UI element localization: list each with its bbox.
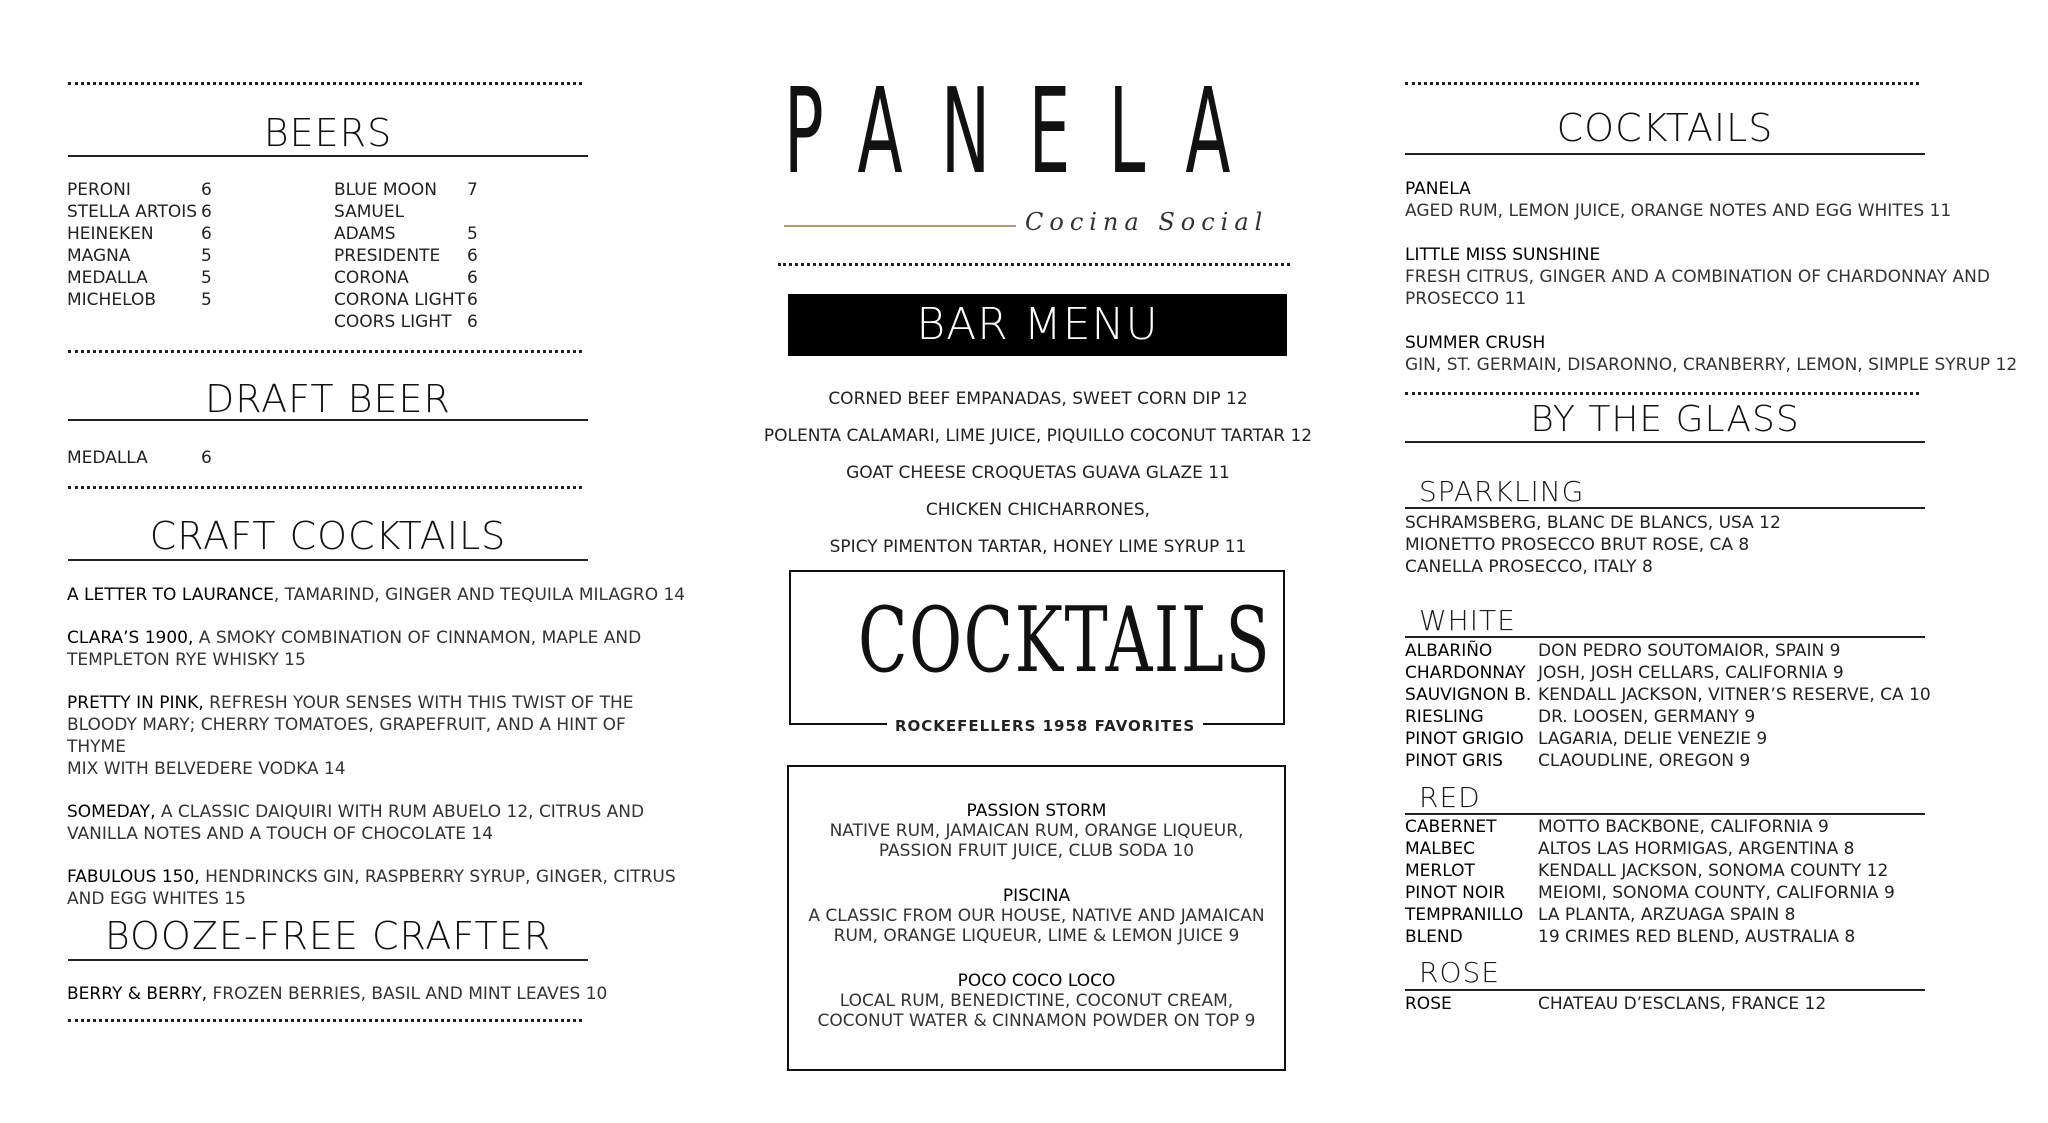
rule [1405, 636, 1925, 638]
list-item: TEMPRANILLO LA PLANTA, ARZUAGA SPAIN 8 [1405, 905, 1796, 925]
list-item: CHARDONNAY JOSH, JOSH CELLARS, CALIFORNIA 9 [1405, 663, 1844, 683]
beers-title: BEERS [263, 111, 393, 155]
bar-menu-list [738, 381, 1338, 566]
list-item: SUMMER CRUSH GIN, ST. GERMAIN, DISARONNO, CRANBERRY, LEMON, SIMPLE SYRUP 12 [1405, 333, 2018, 375]
list-item: ALBARIÑO DON PEDRO SOUTOMAIOR, SPAIN 9 [1405, 641, 1841, 661]
list-item: SOMEDAY, A CLASSIC DAIQUIRI WITH RUM ABUELO 12, CITRUS AND VANILLA NOTES AND A TOUCH OF CHOCOLATE 14 [67, 802, 645, 844]
draft-beer-title: DRAFT BEER [205, 377, 451, 421]
craft-list [67, 584, 687, 931]
list-item: MALBEC ALTOS LAS HORMIGAS, ARGENTINA 8 [1405, 839, 1855, 859]
booze-free-list [67, 983, 607, 1005]
rule [1405, 441, 1925, 443]
rule [1405, 507, 1925, 509]
rule [1405, 153, 1925, 155]
list-item: MICHELOB 5 [67, 290, 212, 310]
list-item: MEDALLA 5 [67, 268, 212, 288]
list-item: RIESLING DR. LOOSEN, GERMANY 9 [1405, 707, 1756, 727]
list-item: COORS LIGHT 6 [334, 312, 478, 332]
rule [68, 559, 588, 561]
list-item: ROSE CHATEAU D’ESCLANS, FRANCE 12 [1405, 994, 1827, 1014]
list-item: POCO COCO LOCO LOCAL RUM, BENEDICTINE, COCONUT CREAM, COCONUT WATER & CINNAMON POWDER ON TOP 9 [817, 971, 1256, 1031]
cocktails-list [1405, 178, 2025, 376]
rose-title: ROSE [1419, 956, 1500, 989]
list-item: CABERNET MOTTO BACKBONE, CALIFORNIA 9 [1405, 817, 1829, 837]
white-title: WHITE [1419, 604, 1516, 637]
divider [68, 1019, 582, 1022]
list-item: MIONETTO PROSECCO BRUT ROSE, CA 8 [1405, 535, 1750, 555]
cocktails-title: COCKTAILS [1556, 106, 1774, 150]
sparkling-title: SPARKLING [1419, 475, 1585, 508]
list-item: FABULOUS 150, HENDRINCKS GIN, RASPBERRY SYRUP, GINGER, CITRUS AND EGG WHITES 15 [67, 867, 676, 909]
list-item: PISCINA A CLASSIC FROM OUR HOUSE, NATIVE AND JAMAICAN RUM, ORANGE LIQUEUR, LIME & LEMON JUICE 9 [808, 886, 1265, 946]
booze-free-title: BOOZE-FREE CRAFTER [104, 914, 552, 958]
rule [68, 155, 588, 157]
divider [1405, 82, 1919, 85]
red-title: RED [1419, 781, 1481, 814]
list-item: STELLA ARTOIS 6 [67, 202, 212, 222]
beers-list-1 [67, 179, 212, 311]
list-item: PRESIDENTE 6 [334, 246, 478, 266]
list-item: CORNED BEEF EMPANADAS, SWEET CORN DIP 12 [828, 389, 1248, 409]
list-item: PANELA AGED RUM, LEMON JUICE, ORANGE NOTES AND EGG WHITES 11 [1405, 179, 1952, 221]
list-item: BLUE MOON 7 [334, 180, 478, 200]
bar-menu-banner [788, 294, 1287, 356]
divider [778, 263, 1290, 266]
bar-menu-title: BAR MENU [916, 299, 1159, 350]
list-item: CHICKEN CHICHARRONES, [925, 500, 1151, 520]
list-item: SPICY PIMENTON TARTAR, HONEY LIME SYRUP 11 [829, 537, 1247, 557]
list-item: PINOT GRIS CLAOUDLINE, OREGON 9 [1405, 751, 1751, 771]
list-item: A LETTER TO LAURANCE, TAMARIND, GINGER AND TEQUILA MILAGRO 14 [67, 585, 686, 605]
list-item: CORONA LIGHT 6 [334, 290, 478, 310]
divider [68, 350, 582, 353]
rule [1405, 813, 1925, 815]
logo-wordmark: PANELA [784, 62, 1269, 200]
list-item: PERONI 6 [67, 180, 212, 200]
list-item: PRETTY IN PINK, REFRESH YOUR SENSES WITH THIS TWIST OF THE BLOODY MARY; CHERRY TOMATOES, GRAPEFRUIT, AND A HINT OF THYME MIX WITH BELVEDERE VODKA 14 [67, 693, 634, 779]
list-item: SAUVIGNON B. KENDALL JACKSON, VITNER’S RESERVE, CA 10 [1405, 685, 1931, 705]
list-item: PINOT GRIGIO LAGARIA, DELIE VENEZIE 9 [1405, 729, 1768, 749]
list-item: CANELLA PROSECCO, ITALY 8 [1405, 557, 1653, 577]
white-list [1405, 640, 1931, 772]
list-item: SCHRAMSBERG, BLANC DE BLANCS, USA 12 [1405, 513, 1781, 533]
divider [1405, 392, 1919, 395]
list-item: POLENTA CALAMARI, LIME JUICE, PIQUILLO COCONUT TARTAR 12 [763, 426, 1313, 446]
red-list [1405, 816, 1895, 948]
divider [68, 82, 582, 85]
favorites-list [787, 801, 1286, 1031]
rose-list [1405, 993, 1826, 1015]
craft-cocktails-title: CRAFT COCKTAILS [149, 514, 507, 558]
cocktails-subtitle: ROCKEFELLERS 1958 FAVORITES [887, 717, 1203, 735]
list-item: CORONA 6 [334, 268, 478, 288]
divider [68, 486, 582, 489]
rule [68, 419, 588, 421]
list-item: PASSION STORM NATIVE RUM, JAMAICAN RUM, ORANGE LIQUEUR, PASSION FRUIT JUICE, CLUB SODA 10 [829, 801, 1244, 861]
list-item: SAMUEL ADAMS 5 [334, 202, 478, 244]
list-item: GOAT CHEESE CROQUETAS GUAVA GLAZE 11 [846, 463, 1230, 483]
list-item: BERRY & BERRY, FROZEN BERRIES, BASIL AND MINT LEAVES 10 [67, 984, 608, 1004]
list-item: MEDALLA 6 [67, 448, 212, 468]
list-item: MERLOT KENDALL JACKSON, SONOMA COUNTY 12 [1405, 861, 1889, 881]
sparkling-list [1405, 512, 1781, 578]
by-the-glass-title: BY THE GLASS [1530, 399, 1800, 440]
list-item: BLEND 19 CRIMES RED BLEND, AUSTRALIA 8 [1405, 927, 1856, 947]
rule [1405, 989, 1925, 991]
beers-list-2 [334, 179, 478, 333]
cocktails-heading: COCKTAILS [858, 588, 1272, 693]
list-item: PINOT NOIR MEIOMI, SONOMA COUNTY, CALIFORNIA 9 [1405, 883, 1895, 903]
list-item: HEINEKEN 6 [67, 224, 212, 244]
logo-tagline: Cocina Social [1025, 208, 1269, 236]
list-item: CLARA’S 1900, A SMOKY COMBINATION OF CINNAMON, MAPLE AND TEMPLETON RYE WHISKY 15 [67, 628, 642, 670]
draft-list [67, 447, 212, 469]
list-item: LITTLE MISS SUNSHINE FRESH CITRUS, GINGER AND A COMBINATION OF CHARDONNAY AND PROSECCO 11 [1405, 245, 1990, 309]
logo-underline [784, 225, 1016, 227]
rule [68, 959, 588, 961]
list-item: MAGNA 5 [67, 246, 212, 266]
